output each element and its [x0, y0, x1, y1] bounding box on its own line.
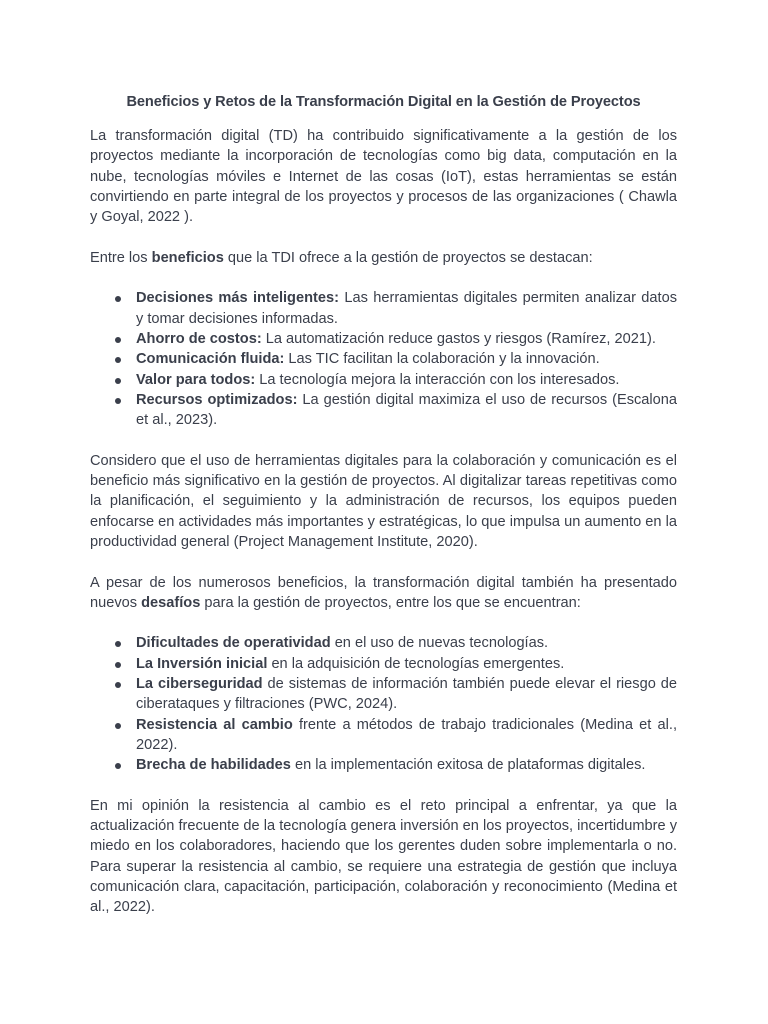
benefits-intro-after: que la TDI ofrece a la gestión de proyectos se destacan:: [223, 249, 593, 266]
benefit-term: Decisiones más inteligentes:: [136, 290, 339, 307]
spacer: [90, 268, 677, 288]
benefit-term: Ahorro de costos:: [136, 330, 262, 347]
benefit-text: La tecnología mejora la interacción con los interesados.: [255, 371, 620, 388]
spacer: [90, 613, 677, 633]
challenge-term: Resistencia al cambio: [136, 716, 293, 733]
benefits-keyword: beneficios: [151, 249, 224, 266]
opinion-benefit-paragraph: Considero que el uso de herramientas digitales para la colaboración y comunicación es el beneficio más significativo en la gestión de proyectos. Al digitalizar tareas repetitivas como la planificación, el seguimiento y la administración de recursos, los equipos pueden enfocarse en actividades más importantes y estratégicas, lo que impulsa un aumento en la productividad general (Project Management Institute, 2020).: [90, 452, 677, 550]
challenges-intro-before: A pesar de los numerosos beneficios, la transformación digital también ha presentado nuevos: [90, 574, 677, 611]
benefit-term: Comunicación fluida:: [136, 351, 285, 368]
challenge-item: [136, 755, 677, 775]
spacer: [90, 776, 677, 796]
benefit-item: [136, 349, 677, 369]
benefit-text: La gestión digital maximiza el uso de recursos (Escalona et al., 2023).: [136, 391, 677, 429]
benefit-item: [136, 329, 677, 349]
spacer: [90, 430, 677, 450]
challenge-item: [136, 674, 677, 715]
challenge-text: de sistemas de información también puede elevar el riesgo de ciberataques y filtraciones (PWC, 2024).: [136, 676, 677, 713]
benefits-intro-paragraph: [90, 248, 677, 268]
challenge-term: La Inversión inicial: [136, 655, 268, 672]
challenges-keyword: desafíos: [141, 594, 201, 611]
benefit-item: [136, 370, 677, 390]
benefit-item: [136, 288, 677, 329]
benefits-list: [90, 288, 677, 430]
benefit-term: Recursos optimizados:: [136, 391, 298, 408]
spacer: [90, 227, 677, 247]
document-title: Beneficios y Retos de la Transformación Digital en la Gestión de Proyectos: [126, 94, 641, 110]
challenge-text: en el uso de nuevas tecnologías.: [330, 635, 549, 652]
challenge-item: [136, 654, 677, 674]
spacer: [90, 552, 677, 572]
benefit-text: Las TIC facilitan la colaboración y la innovación.: [284, 351, 600, 368]
opinion-challenge-paragraph: En mi opinión la resistencia al cambio es el reto principal a enfrentar, ya que la actualización frecuente de la tecnología genera inversión en los proyectos, incertidumbre y miedo en los colaboradores, haciendo que los gerentes duden sobre implementarla o no. Para superar la resistencia al cambio, se requiere una estrategia de gestión que incluya comunicación clara, capacitación, participación, colaboración y reconocimiento (Medina et al., 2022).: [90, 797, 677, 916]
challenges-intro-paragraph: [90, 573, 677, 614]
benefits-intro-before: Entre los: [90, 249, 152, 266]
intro-paragraph: La transformación digital (TD) ha contribuido significativamente a la gestión de los proyectos mediante la incorporación de tecnologías como big data, computación en la nube, tecnologías móviles e Internet de las cosas (IoT), estas herramientas se están convirtiendo en parte integral de los proyectos y procesos de las organizaciones ( Chawla y Goyal, 2022 ).: [90, 128, 677, 226]
challenge-text: en la adquisición de tecnologías emergentes.: [267, 655, 565, 672]
challenge-item: [136, 715, 677, 756]
challenges-intro-after: para la gestión de proyectos, entre los que se encuentran:: [200, 594, 581, 611]
challenge-term: Dificultades de operatividad: [136, 635, 331, 652]
benefit-text: Las herramientas digitales permiten analizar datos y tomar decisiones informadas.: [136, 290, 677, 327]
benefit-item: [136, 390, 677, 431]
challenge-text: en la implementación exitosa de plataformas digitales.: [290, 757, 646, 774]
challenge-text: frente a métodos de trabajo tradicionales (Medina et al., 2022).: [136, 716, 677, 753]
benefit-text: La automatización reduce gastos y riesgos (Ramírez, 2021).: [261, 330, 656, 347]
challenge-item: [136, 633, 677, 653]
challenges-list: [90, 633, 677, 775]
document-page: [90, 92, 677, 918]
challenge-term: Brecha de habilidades: [136, 757, 291, 774]
challenge-term: La ciberseguridad: [136, 676, 263, 693]
benefit-term: Valor para todos:: [136, 371, 256, 388]
